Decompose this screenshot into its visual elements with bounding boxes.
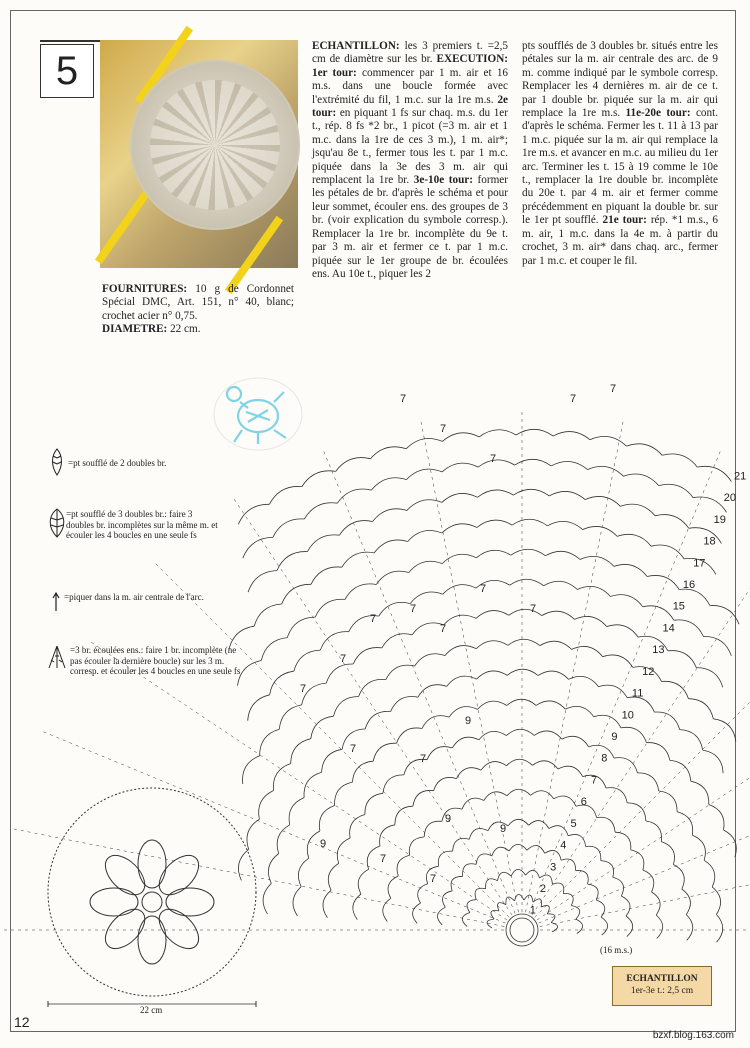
mini-petal <box>138 916 166 964</box>
tour11-label: 11e-20e tour: <box>620 107 691 120</box>
chart-seven: 7 <box>610 383 617 395</box>
legend-cluster-3: =3 br. écoulées ens.: faire 1 br. incomplète (ne pas écouler la dernière boucle) sur les 3 m. corresp. et écouler les 4 boucles en une seule fs <box>70 645 241 676</box>
cluster-3-icon <box>46 644 68 670</box>
round-label: 13 <box>652 644 665 657</box>
round-label: 16 <box>682 579 696 591</box>
round-label: 12 <box>642 665 655 678</box>
round-label: 18 <box>703 535 716 548</box>
mini-petal <box>98 848 152 902</box>
chart-seven: 7 <box>490 453 497 465</box>
pattern-number: 5 <box>40 44 94 98</box>
instructions-column-1 <box>312 40 508 281</box>
execution-text: commencer par 1 m. air et 16 m.s. dans une boucle formée avec l'extrémité du fil, 1 m.c. sur la 1re m.s. <box>312 66 509 106</box>
round-label: 15 <box>672 600 685 613</box>
round-label: 17 <box>693 557 706 570</box>
legend-puff-3: =pt soufflé de 3 doubles br.: faire 3 doubles br. incomplètes sur la même m. et écouler les 4 boucles en une seule fs <box>66 509 218 540</box>
sample-box <box>612 966 712 1006</box>
fournitures-text: 10 g de Cordonnet Spécial DMC, Art. 151, n° 40, blanc; crochet acier n° 0,75. <box>102 283 294 322</box>
doily-photo <box>100 40 298 268</box>
chart-seven: 7 <box>480 583 487 595</box>
chart-seven: 7 <box>340 653 347 665</box>
tour21-label: 21e tour: <box>598 214 647 227</box>
chart-nine: 9 <box>465 715 472 727</box>
round-label: 20 <box>723 492 737 505</box>
chart-nine: 9 <box>320 838 327 850</box>
col3-text-a: pts soufflés de 3 doubles br. situés entre les pétales sur la m. air centrale des arc. de 9 m. comme indiqué par le symbole corresp. Remplacer les 4 dernières m. air de ce t. par 1 double br. piquée sur la m. air qui remplace la 1re m.s. <box>522 40 718 120</box>
crochet-chart <box>240 362 747 1022</box>
tour3-text: former les pétales de br. d'après le schéma et pour leur sommet, écouler ens. des groupes de 3 br. (voir explication du symbole corresp.). Remplacer la 1re br. incomplète du 9e t. par 3 m. air et fermer ce t. par 1 m.c. piquée sur le 1er groupe de br. écoulées ens. Au 10e t., piquer les 2 <box>312 174 508 280</box>
chart-seven: 7 <box>370 613 377 625</box>
round-label: 4 <box>560 839 567 852</box>
round-label: 11 <box>631 687 644 700</box>
doily-outline-diagram <box>38 782 266 1010</box>
doily-image <box>130 60 300 230</box>
round-label: 1 <box>529 904 536 917</box>
chart-nine: 9 <box>445 813 452 825</box>
mini-petal <box>138 840 166 888</box>
puff-2-icon <box>48 448 66 476</box>
round-label: 21 <box>734 470 747 483</box>
round-label: 8 <box>601 752 608 765</box>
chart-seven: 7 <box>410 603 417 615</box>
tour3-label: 3e-10e tour: <box>409 174 473 187</box>
round-label: 9 <box>611 731 618 743</box>
chart-seven: 7 <box>440 423 447 435</box>
chart-seven: 7 <box>440 623 447 635</box>
chart-nine: 9 <box>500 823 507 835</box>
chart-seven: 7 <box>530 603 537 615</box>
chart-seven: 7 <box>300 683 307 695</box>
mini-petal <box>90 888 138 916</box>
round-label: 6 <box>580 796 587 809</box>
tour21-text: rép. *1 m.s., 6 m. air, 1 m.c. dans la 4e m. à partir du crochet, 3 m. air* dans chaq. arc., fermer par 1 m.c. et couper le fil. <box>522 214 718 267</box>
echantillon-text: les 3 premiers t. =2,5 cm de diamètre sur les br. <box>312 40 508 66</box>
round-label: 14 <box>662 622 675 635</box>
site-watermark: bzxf.blog.163.com <box>652 1030 734 1041</box>
round-label: 3 <box>550 861 557 874</box>
tour2-label: 2e tour: <box>312 93 508 120</box>
tour11-text: cont. d'après le schéma. Fermer les t. 11 à 13 par 1 m.c. piquée sur la m. air qui remplace la 1re m.s. et avancer en m.c. au milieu du 1er arc. Terminer les t. 15 à 19 comme le 10e t., remplacer la 1re double br. incomplète du 20e t. par 4 m. air et fermer comme précédemment en piquant la double br. sur le 1er pt soufflé. <box>522 107 719 227</box>
round-label: 10 <box>621 709 634 722</box>
legend-insert: =piquer dans la m. air centrale de l'arc. <box>64 592 204 602</box>
number-rule <box>40 40 100 42</box>
page-number: 12 <box>14 1014 30 1030</box>
chart-seven: 7 <box>400 393 407 405</box>
instructions-column-2 <box>522 40 718 268</box>
stitch-count-note: (16 m.s.) <box>600 945 633 955</box>
chart-seven: 7 <box>420 753 427 765</box>
fournitures-label: FOURNITURES: <box>102 283 188 295</box>
mini-petal <box>152 902 206 956</box>
chart-seven: 7 <box>430 873 437 885</box>
diametre-label: DIAMETRE: <box>102 323 168 336</box>
mini-petal <box>152 848 206 902</box>
mini-petal <box>98 902 152 956</box>
legend-puff-2: =pt soufflé de 2 doubles br. <box>68 458 167 468</box>
chart-seven: 7 <box>350 743 357 755</box>
materials-column <box>102 283 294 337</box>
round-label: 2 <box>539 883 547 895</box>
diametre-text: 22 cm. <box>167 323 201 336</box>
sample-title: ECHANTILLON <box>626 974 698 984</box>
round-label: 19 <box>713 513 726 526</box>
mini-dimension-label: 22 cm <box>140 1005 163 1015</box>
round-label: 5 <box>570 817 577 830</box>
mini-petal <box>166 888 214 916</box>
mini-center <box>142 892 162 912</box>
echantillon-label: ECHANTILLON: <box>312 40 400 52</box>
round-label: 7 <box>591 774 598 787</box>
tour2-text: en piquant 1 fs sur chaq. m.s. du 1er t., rép. 8 fs *2 br., 1 picot (=3 m. air et 1 m.c. dans la 1re de ces 3 m.), 1 m. air*; jsqu'au 8e t., fermer tous les t. par 1 m.c. piquée dans la 3e des 3 m. air qui remplacent la 1re br. <box>312 107 508 187</box>
puff-3-icon <box>46 508 68 538</box>
sample-gauge: 1er-3e t.: 2,5 cm <box>630 986 694 996</box>
execution-label: EXECUTION: 1er tour: <box>312 53 509 79</box>
chart-seven: 7 <box>570 393 577 405</box>
chart-seven: 7 <box>380 853 387 865</box>
